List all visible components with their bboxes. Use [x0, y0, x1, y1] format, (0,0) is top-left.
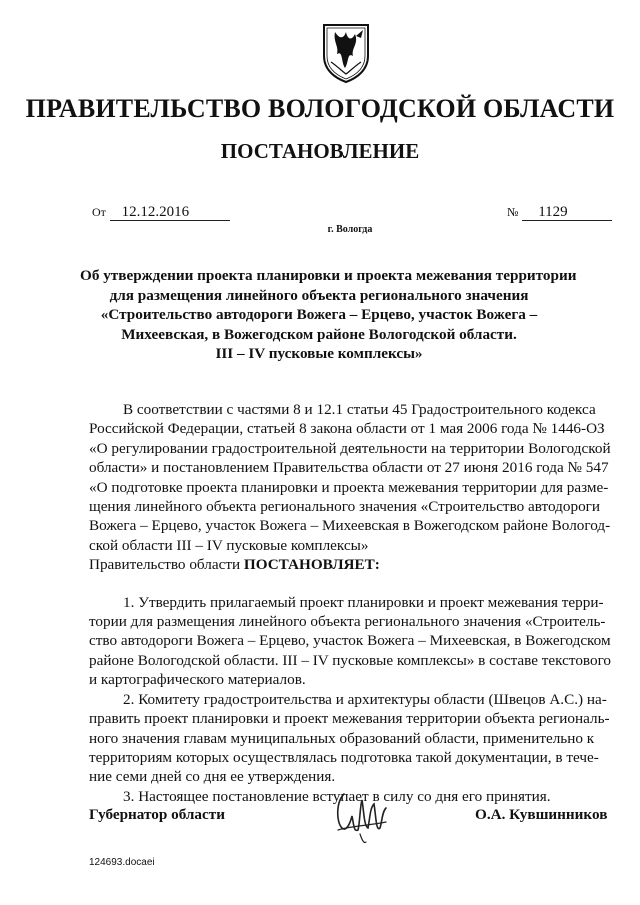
file-code: 124693.docaei — [89, 857, 155, 868]
preamble-line: «О регулировании градостроительной деятельности на территории Вологодской — [89, 439, 611, 457]
signatory-name: О.А. Кувшинников — [475, 806, 608, 823]
decree-line — [89, 555, 613, 574]
signature-icon — [330, 782, 394, 846]
item-1-line: тории для размещения линейного объекта регионального значения «Строитель- — [89, 613, 606, 631]
city-label: г. Вологда — [327, 224, 373, 235]
item-2-line: территориям которых осуществлялась подготовка такой документации, в тече- — [89, 748, 599, 766]
number-label: № — [507, 205, 519, 219]
preamble-line: Вожега – Ерцево, участок Вожега – Михеевская в Вожегодском районе Вологод- — [89, 517, 611, 535]
item-2-line: 2. Комитету градостроительства и архитектуры области (Швецов А.С.) на- — [123, 690, 607, 708]
decree-word: ПОСТАНОВЛЯЕТ: — [243, 556, 380, 574]
subject-line: Михеевская, в Вожегодском районе Вологодской области. — [121, 325, 517, 343]
subject-line: Об утверждении проекта планировки и проекта межевания территории — [80, 267, 577, 284]
document-number — [507, 204, 612, 221]
item-1-line: и картографического материалов. — [89, 671, 306, 689]
document-subject — [80, 266, 577, 364]
item-3-line: 3. Настоящее постановление вступает в силу со дня его принятия. — [123, 787, 551, 805]
preamble-line: В соответствии с частями 8 и 12.1 статьи 45 Градостроительного кодекса — [123, 401, 596, 418]
number-value: 1129 — [522, 204, 612, 221]
item-2-line: править проект планировки и проект межевания территории объекта региональ- — [89, 710, 610, 728]
preamble-line: щения линейного объекта регионального значения «Строительство автодороги — [89, 498, 601, 516]
decree-prefix: Правительство области — [89, 556, 244, 574]
item-1-line: районе Вологодской области. III – IV пусковые комплексы» в составе текстового — [89, 651, 612, 669]
preamble-line: ской области III – IV пусковые комплексы» — [89, 536, 369, 554]
subject-line: III – IV пусковые комплексы» — [215, 345, 423, 363]
item-1-line: ство автодороги Вожега – Ерцево, участок Вожега – Михеевская, в Вожегодском — [89, 632, 611, 650]
item-2-line: ние семи дней со дня ее утверждения. — [89, 768, 336, 786]
item-2-line: ного значения главам муниципальных образований области, применительно к — [89, 729, 595, 747]
government-title: ПРАВИТЕЛЬСТВО ВОЛОГОДСКОЙ ОБЛАСТИ — [25, 94, 615, 123]
document-date — [92, 204, 230, 221]
document-body — [89, 400, 613, 806]
preamble-line: Российской Федерации, статьей 8 закона области от 1 мая 2006 года № 1446-ОЗ — [89, 420, 605, 438]
item-1-line: 1. Утвердить прилагаемый проект планировки и проект межевания терри- — [123, 593, 604, 611]
coat-of-arms-icon — [321, 22, 371, 84]
date-label: От — [92, 205, 106, 219]
preamble-line: области» и постановлением Правительства области от 27 июня 2016 года № 547 — [89, 459, 609, 477]
signatory-position: Губернатор области — [89, 806, 225, 823]
preamble-line: «О подготовке проекта планировки и проекта межевания территории для разме- — [89, 478, 609, 496]
date-value: 12.12.2016 — [110, 204, 230, 221]
subject-line: для размещения линейного объекта регионального значения — [109, 286, 529, 304]
subject-line: «Строительство автодороги Вожега – Ерцево, участок Вожега – — [100, 306, 538, 324]
document-type: ПОСТАНОВЛЕНИЕ — [220, 139, 420, 163]
